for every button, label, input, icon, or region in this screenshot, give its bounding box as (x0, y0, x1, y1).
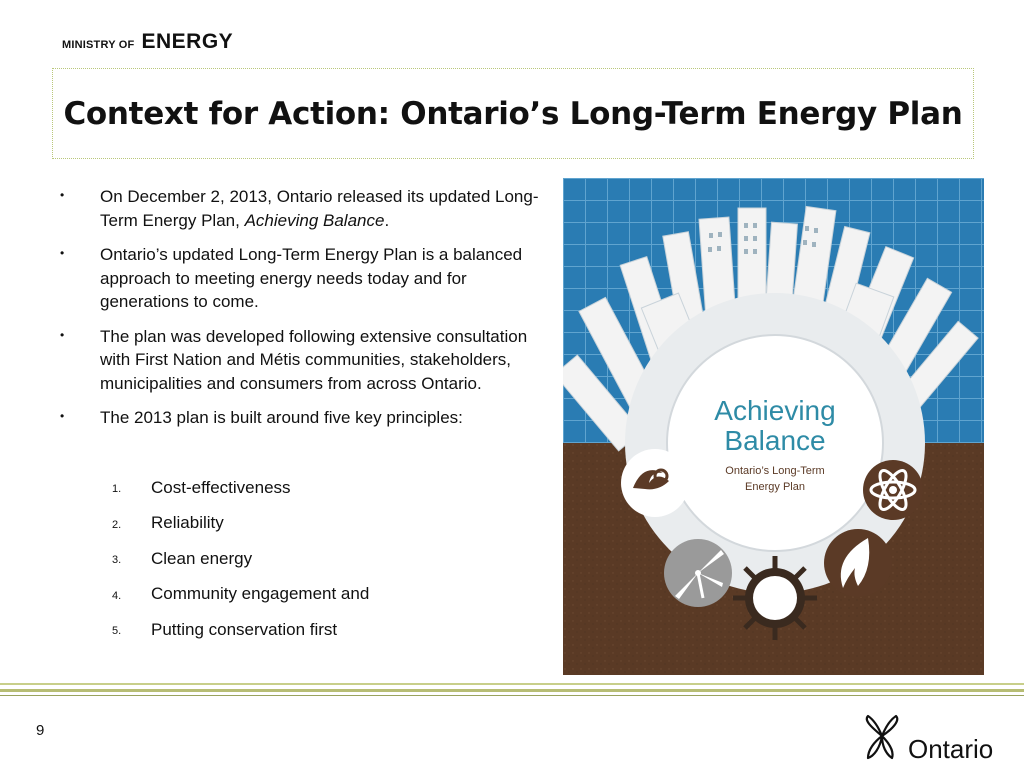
bullet-text: The 2013 plan is built around five key principles: (100, 408, 463, 427)
cover-title-line2: Balance (724, 425, 826, 456)
bullet-item (60, 185, 540, 232)
principle-number: 4. (112, 589, 122, 602)
ontario-wordmark: Ontario (908, 734, 994, 764)
bullet-item (60, 325, 540, 396)
cover-title-line1: Achieving (714, 395, 836, 426)
principle-item (112, 541, 532, 577)
principle-item (112, 506, 532, 542)
principle-item (112, 612, 532, 648)
title-box (52, 68, 974, 159)
ontario-logo (860, 714, 1010, 764)
bullet-text-part: . (384, 210, 390, 230)
ministry-name: ENERGY (141, 30, 234, 53)
slide-title: Context for Action: Ontario’s Long-Term Energy Plan (63, 95, 963, 132)
principle-text: Clean energy (151, 548, 253, 568)
leaf-flame-icon (824, 529, 892, 597)
footer-rule (0, 695, 1024, 696)
trillium-icon (867, 716, 897, 758)
cover-subtitle-line1: Ontario’s Long-Term (725, 465, 825, 477)
cover-illustration (563, 178, 984, 675)
plan-name-italic: Achieving Balance (244, 210, 385, 230)
principle-item (112, 577, 532, 613)
principle-number: 5. (112, 625, 122, 638)
sun-icon (733, 556, 817, 640)
principle-number: 2. (112, 518, 122, 531)
principles-list (112, 470, 532, 648)
footer-rule (0, 689, 1024, 692)
report-cover-image (563, 178, 984, 675)
principle-text: Community engagement and (151, 584, 370, 604)
principle-number: 3. (112, 554, 122, 567)
atom-icon (863, 460, 923, 520)
principle-text: Putting conservation first (151, 619, 338, 639)
bullet-item (60, 406, 540, 430)
ministry-header (62, 30, 233, 54)
bullet-text-part: On December 2, 2013, Ontario released its updated Long-Term Energy Plan, (100, 187, 539, 230)
principle-item (112, 470, 532, 506)
ministry-of-label: MINISTRY OF (62, 39, 135, 51)
page-number: 9 (36, 722, 45, 739)
bullet-text: The plan was developed following extensive consultation with First Nation and Métis communities, stakeholders, municipalities and consumers from across Ontario. (100, 326, 528, 393)
bullet-marker: • (60, 246, 65, 260)
bullet-item (60, 243, 540, 314)
wind-turbine-icon (664, 539, 732, 607)
principle-number: 1. (112, 483, 122, 496)
bullet-marker: • (60, 327, 65, 342)
cover-subtitle-line2: Energy Plan (745, 481, 805, 493)
footer-rule (0, 683, 1024, 685)
bullet-text: Ontario’s updated Long-Term Energy Plan is a balanced approach to meeting energy needs today and for generations to come. (100, 245, 523, 311)
principle-text: Cost-effectiveness (151, 477, 291, 497)
water-wave-icon (621, 449, 689, 517)
principle-text: Reliability (151, 513, 224, 533)
bullet-marker: • (60, 409, 65, 423)
bullet-text (100, 185, 540, 232)
bullet-list (60, 185, 540, 441)
bullet-marker: • (60, 188, 65, 202)
